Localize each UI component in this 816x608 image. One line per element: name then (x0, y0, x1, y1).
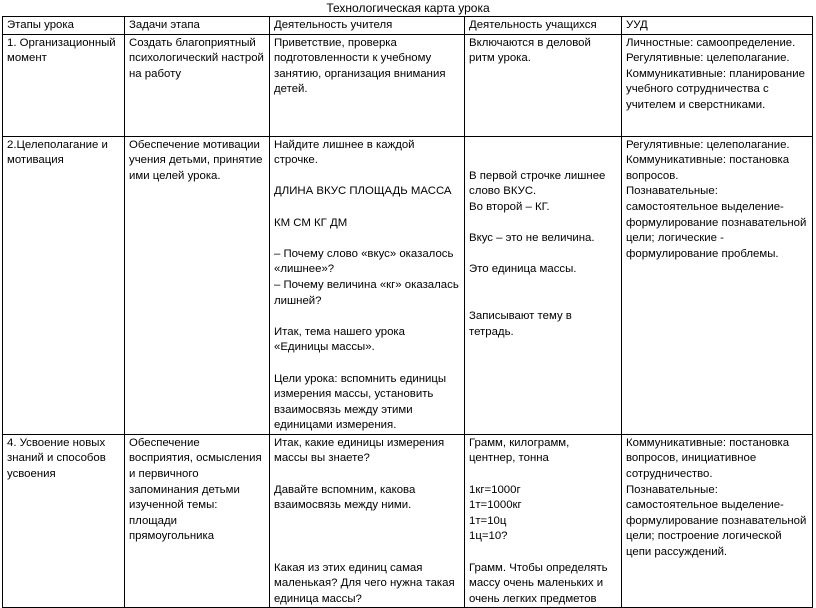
row1-teacher: Приветствие, проверка подготовленности к учебному занятию, организация внимания детей. (274, 36, 446, 96)
row2-teacher-p5: Итак, тема нашего урока «Единицы массы». (274, 325, 405, 354)
row2-teacher-p6: Цели урока: вспомнить единицы измерения массы, установить взаимосвязь между этими единицами измерения. (274, 372, 447, 432)
table-row (3, 34, 813, 136)
row2-students-p2: Вкус – это не величина. (469, 232, 595, 245)
row3-teacher-p3: Какая из этих единиц самая маленькая? Для чего нужна такая единица массы? (274, 561, 455, 605)
row2-task: Обеспечение мотивации учения детьми, принятие ими целей урока. (129, 138, 263, 182)
row3-task: Обеспечение восприятия, осмысления и первичного запоминания детьми изученной темы: площади прямоугольника (129, 436, 262, 543)
row2-teacher-p3: КМ СМ КГ ДМ (274, 216, 348, 229)
row1-task: Создать благоприятный психологический настрой на работу (129, 36, 264, 80)
row2-students-p3: Это единица массы. (469, 263, 577, 276)
row2-teacher-p2: ДЛИНА ВКУС ПЛОЩАДЬ МАССА (274, 185, 452, 198)
row2-students-p1: В первой строчке лишнее слово ВКУС. Во второй – КГ. (469, 169, 606, 213)
header-stage: Этапы урока (3, 17, 125, 35)
row2-teacher-p4: – Почему слово «вкус» оказалось «лишнее»? – Почему величина «кг» оказалась лишней? (274, 247, 459, 307)
row3-students-p3: Грамм. Чтобы определять массу очень маленьких и очень легких предметов (469, 561, 608, 605)
row3-teacher-p1: Итак, какие единицы измерения массы вы знаете? (274, 436, 445, 465)
row3-uud: Коммуникативные: постановка вопросов, инициативное сотрудничество. Познавательные: самостоятельное выделение-формулирование познавательной цели; построение логической цепи рассуждений. (626, 436, 807, 559)
header-uud: УУД (622, 17, 813, 35)
row2-students-p4: Записывают тему в тетрадь. (469, 310, 572, 338)
row1-stage: 1. Организационный момент (7, 36, 116, 65)
table-header-row (3, 17, 813, 35)
row2-stage: 2.Целеполагание и мотивация (7, 138, 108, 167)
row3-teacher-p2: Давайте вспомним, какова взаимосвязь между ними. (274, 483, 416, 512)
lesson-plan-table (2, 16, 813, 608)
header-students: Деятельность учащихся (465, 17, 622, 35)
table-row (3, 434, 813, 608)
header-teacher: Деятельность учителя (270, 17, 465, 35)
row3-stage: 4. Усвоение новых знаний и способов усвоения (7, 436, 106, 481)
row1-uud: Личностные: самоопределение. Регулятивные: целеполагание. Коммуникативные: планирование учебного сотрудничества с учителем и сверстниками. (626, 36, 805, 111)
document-title: Технологическая карта урока (326, 1, 490, 15)
row2-teacher-p1: Найдите лишнее в каждой строчке. (274, 138, 415, 167)
row2-uud: Регулятивные: целеполагание. Коммуникативные: постановка вопросов. Познавательные: самостоятельное выделение-формулирование познавательной цели; логические - формулирование проблемы. (626, 138, 807, 260)
table-row (3, 136, 813, 434)
row1-students: Включаются в деловой ритм урока. (469, 36, 591, 65)
row3-students-p2: 1кг=1000г 1т=1000кг 1т=10ц 1ц=10? (469, 483, 522, 543)
row3-students-p1: Грамм, килограмм, центнер, тонна (469, 436, 570, 465)
header-task: Задачи этапа (125, 17, 270, 35)
